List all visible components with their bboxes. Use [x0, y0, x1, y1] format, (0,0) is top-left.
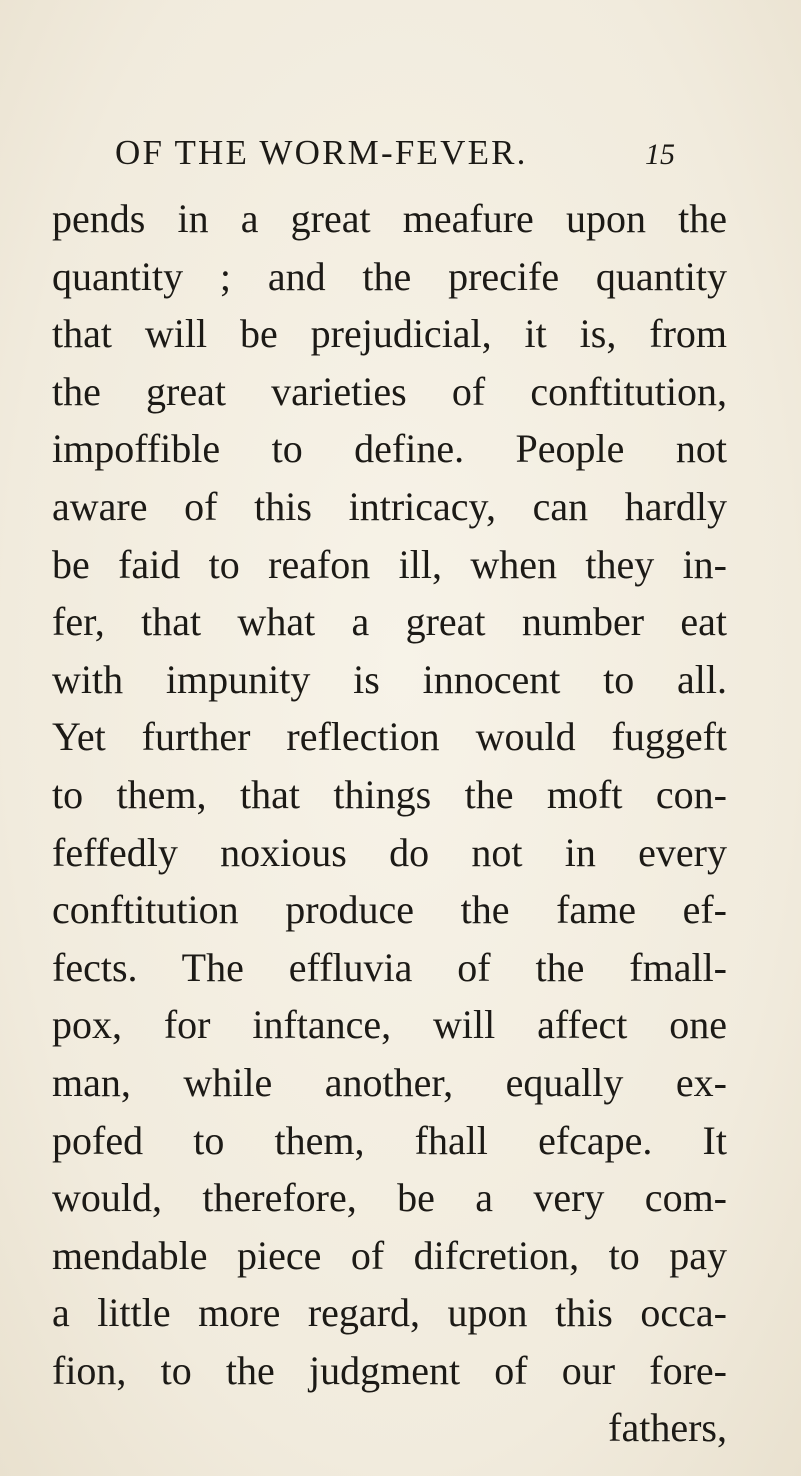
text-line: fion, to the judgment of our fore- [52, 1347, 727, 1393]
text-line: conftitution produce the fame ef- [52, 887, 727, 933]
catchword-line: fathers, [608, 1405, 727, 1451]
text-line: pends in a great meafure upon the [52, 196, 727, 241]
text-line: pox, for inftance, will affect one [52, 1002, 727, 1048]
body-text [52, 190, 727, 1457]
text-line: to them, that things the moft con- [52, 771, 727, 817]
text-line: that will be prejudicial, it is, from [52, 311, 727, 357]
text-line: aware of this intricacy, can hardly [52, 483, 727, 529]
text-line: quantity ; and the precife quantity [52, 253, 727, 299]
page-number: 15 [645, 138, 675, 171]
text-line: be faid to reafon ill, when they in- [52, 541, 727, 587]
text-line: Yet further reflection would fuggeft [52, 714, 727, 760]
text-line: man, while another, equally ex- [52, 1059, 727, 1105]
text-line: fects. The effluvia of the fmall- [52, 944, 727, 990]
text-line: impoffible to define. People not [52, 426, 727, 472]
text-line: pofed to them, fhall efcape. It [52, 1117, 727, 1163]
text-line: with impunity is innocent to all. [52, 656, 727, 702]
text-line: would, therefore, be a very com- [52, 1175, 727, 1221]
page-header [115, 133, 675, 173]
running-title: OF THE WORM-FEVER. [115, 133, 528, 172]
text-line: fer, that what a great number eat [52, 599, 727, 645]
text-line: a little more regard, upon this occa- [52, 1290, 727, 1336]
text-line: the great varieties of conftitution, [52, 368, 727, 414]
text-line: feffedly noxious do not in every [52, 829, 727, 875]
text-line: mendable piece of difcretion, to pay [52, 1232, 727, 1278]
